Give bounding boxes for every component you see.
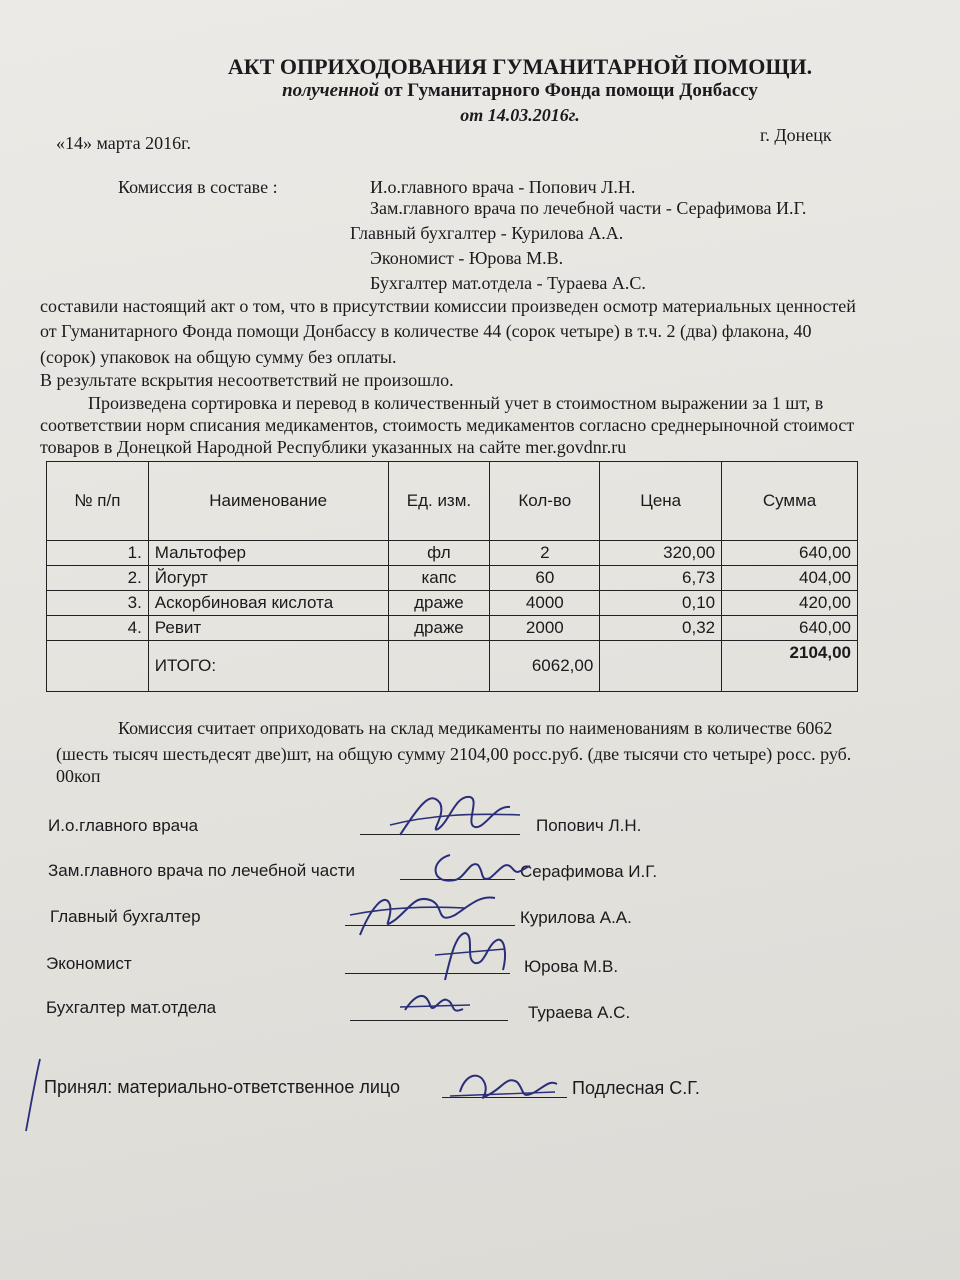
row-price: 0,32 [600,616,722,641]
signature-role: И.о.главного врача [48,816,199,835]
row-qty: 2 [490,541,600,566]
row-qty: 60 [490,566,600,591]
handwritten-signature-5 [395,985,475,1025]
signature-role: Зам.главного врача по лечебной части [48,861,356,880]
table-header-row [47,462,858,541]
subtitle-date: от 14.03.2016г. [460,105,580,125]
subtitle-italic: полученной [282,80,380,101]
commission-member: Главный бухгалтер - Курилова А.А. [350,223,624,243]
table-row [47,566,858,591]
row-number: 4. [47,616,149,641]
row-unit: драже [388,591,490,616]
signature-name: Попович Л.Н. [536,816,642,835]
handwritten-signature-4 [425,925,515,985]
total-empty-cell [47,641,149,692]
conclusion-line: 00коп [56,766,101,786]
col-header-unit: Ед. изм. [388,462,490,541]
commission-member: Бухгалтер мат.отдела - Тураева А.С. [370,273,646,293]
table-row [47,541,858,566]
signature-role: Главный бухгалтер [50,907,201,926]
row-qty: 2000 [490,616,600,641]
subtitle-source: от Гуманитарного Фонда помощи Донбассу [383,80,758,101]
total-empty-cell [388,641,490,692]
table-row [47,591,858,616]
conclusion-line: Комиссия считает оприходовать на склад медикаменты по наименованиям в количестве 6062 [118,718,833,738]
document-city: г. Донецк [760,125,832,145]
signature-name: Курилова А.А. [520,908,632,927]
receiver-name: Подлесная С.Г. [572,1078,700,1098]
document-title: АКТ ОПРИХОДОВАНИЯ ГУМАНИТАРНОЙ ПОМОЩИ. [227,54,813,79]
col-header-name: Наименование [148,462,388,541]
document-subtitle [40,80,960,102]
handwritten-signature-6 [445,1062,565,1112]
commission-member: Зам.главного врача по лечебной части - Серафимова И.Г. [370,198,807,218]
total-qty: 6062,00 [490,641,600,692]
commission-member: Экономист - Юрова М.В. [370,248,564,268]
body-line: составили настоящий акт о том, что в присутствии комиссии произведен осмотр материальных ценностей [40,296,856,316]
handwritten-signature-1 [380,785,530,845]
signature-role: Бухгалтер мат.отдела [46,998,217,1017]
commission-member: И.о.главного врача - Попович Л.Н. [370,177,636,197]
row-name: Йогурт [148,566,388,591]
row-price: 320,00 [600,541,722,566]
row-number: 2. [47,566,149,591]
margin-pen-mark [18,1055,48,1135]
row-sum: 420,00 [722,591,858,616]
table-total-row [47,641,858,692]
commission-label: Комиссия в составе : [118,177,278,197]
row-price: 6,73 [600,566,722,591]
total-label: ИТОГО: [148,641,388,692]
signature-name: Тураева А.С. [528,1003,631,1022]
total-empty-cell [600,641,722,692]
body-line: (сорок) упаковок на общую сумму без оплаты. [40,347,397,367]
conclusion-line: (шесть тысяч шестьдесят две)шт, на общую сумму 2104,00 росс.руб. (две тысячи сто четыре) росс. руб. [56,744,852,764]
signature-name: Серафимова И.Г. [520,862,658,881]
table-row [47,616,858,641]
body-line: от Гуманитарного Фонда помощи Донбассу в количестве 44 (сорок четыре) в т.ч. 2 (два) флакона, 40 [40,321,812,341]
body-line: Произведена сортировка и перевод в количественный учет в стоимостном выражении за 1 шт, в [88,393,824,413]
col-header-number: № п/п [47,462,149,541]
row-sum: 640,00 [722,616,858,641]
body-line: соответствии норм списания медикаментов, стоимость медикаментов согласно среднерыночной стоимост [40,415,855,435]
row-sum: 640,00 [722,541,858,566]
total-sum: 2104,00 [722,641,858,692]
col-header-qty: Кол-во [490,462,600,541]
row-unit: драже [388,616,490,641]
row-number: 3. [47,591,149,616]
body-line: В результате вскрытия несоответствий не произошло. [40,370,454,390]
row-price: 0,10 [600,591,722,616]
row-unit: капс [388,566,490,591]
signature-name: Юрова М.В. [524,957,619,976]
row-sum: 404,00 [722,566,858,591]
body-line: товаров в Донецкой Народной Республики указанных на сайте mer.govdnr.ru [40,437,627,457]
receiver-label: Принял: материально-ответственное лицо [44,1077,401,1097]
row-unit: фл [388,541,490,566]
signature-role: Экономист [46,954,132,973]
row-name: Ревит [148,616,388,641]
items-table [46,461,858,692]
col-header-sum: Сумма [722,462,858,541]
col-header-price: Цена [600,462,722,541]
row-name: Аскорбиновая кислота [148,591,388,616]
row-qty: 4000 [490,591,600,616]
row-number: 1. [47,541,149,566]
row-name: Мальтофер [148,541,388,566]
document-date: «14» марта 2016г. [56,133,191,153]
